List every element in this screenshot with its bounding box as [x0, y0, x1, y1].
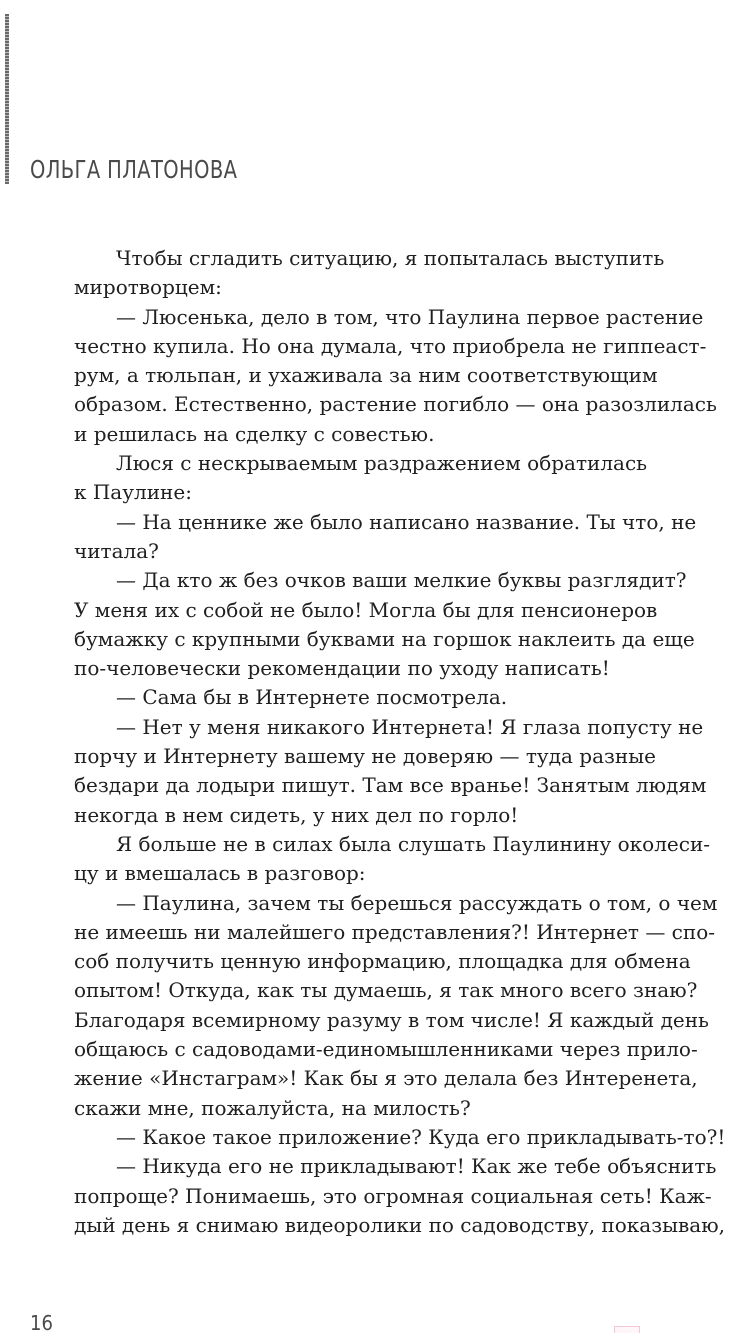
text-line: Я больше не в силах была слушать Паулинину околеси-	[116, 831, 711, 856]
text-line: цу и вмешалась в разговор:	[74, 861, 366, 886]
text-line: — Да кто ж без очков ваши мелкие буквы разглядит?	[116, 568, 687, 593]
text-line: Чтобы сгладить ситуацию, я попыталась выступить	[116, 246, 665, 270]
text-line: общаюсь с садоводами-единомышленниками через прило-	[74, 1037, 698, 1062]
text-line: Благодаря всемирному разуму в том числе! Я каждый день	[74, 1007, 709, 1032]
text-line: У меня их с собой не было! Могла бы для пенсионеров	[74, 597, 658, 622]
text-line: — Люсенька, дело в том, что Паулина первое растение	[116, 304, 704, 329]
text-line: — Нет у меня никакого Интернета! Я глаза попусту не	[116, 714, 704, 739]
text-line: образом. Естественно, растение погибло — она разозлилась	[74, 392, 717, 417]
text-line: рум, а тюльпан, и ухаживала за ним соответствующим	[74, 363, 658, 388]
text-line: дый день я снимаю видеоролики по садоводству, показываю,	[74, 1212, 725, 1237]
text-line: к Паулине:	[74, 480, 192, 505]
page-edge-mark	[5, 14, 9, 184]
text-line: — Сама бы в Интернете посмотрела.	[116, 685, 508, 710]
running-head-author: ОЛЬГА ПЛАТОНОВА	[30, 155, 238, 184]
text-line: соб получить ценную информацию, площадка для обмена	[74, 949, 691, 974]
text-line: опытом! Откуда, как ты думаешь, я так много всего знаю?	[74, 978, 698, 1003]
text-line: миротворцем:	[74, 275, 222, 300]
text-line: попроще? Понимаешь, это огромная социальная сеть! Каж-	[74, 1183, 712, 1208]
text-line: и решилась на сделку с совестью.	[74, 421, 435, 446]
text-line: — На ценнике же было написано название. Ты что, не	[116, 509, 697, 534]
text-line: порчу и Интернету вашему не доверяю — туда разные	[74, 744, 657, 769]
text-line: Люся с нескрываемым раздражением обратилась	[116, 451, 648, 476]
text-line: — Паулина, зачем ты берешься рассуждать о том, о чем	[116, 890, 718, 915]
page-number: 16	[30, 1311, 53, 1335]
text-line: — Никуда его не прикладывают! Как же тебе объяснить	[116, 1154, 717, 1179]
text-line: — Какое такое приложение? Куда его прикладывать-то?!	[116, 1124, 726, 1149]
text-line: по-человечески рекомендации по уходу написать!	[74, 656, 610, 681]
text-line: честно купила. Но она думала, что приобрела не гиппеаст-	[74, 333, 707, 358]
body-text	[74, 244, 728, 1240]
text-line: жение «Инстаграм»! Как бы я это делала без Интеренета,	[74, 1066, 698, 1091]
text-line: не имеешь ни малейшего представления?! Интернет — спо-	[74, 919, 716, 944]
text-line: бездари да лодыри пишут. Там все вранье! Занятым людям	[74, 773, 707, 798]
text-line: читала?	[74, 538, 159, 563]
text-line: некогда в нем сидеть, у них дел по горло!	[74, 802, 519, 827]
text-line: бумажку с крупными буквами на горшок наклеить да еще	[74, 626, 695, 651]
text-line: скажи мне, пожалуйста, на милость?	[74, 1095, 471, 1120]
corner-mark	[614, 1326, 640, 1333]
